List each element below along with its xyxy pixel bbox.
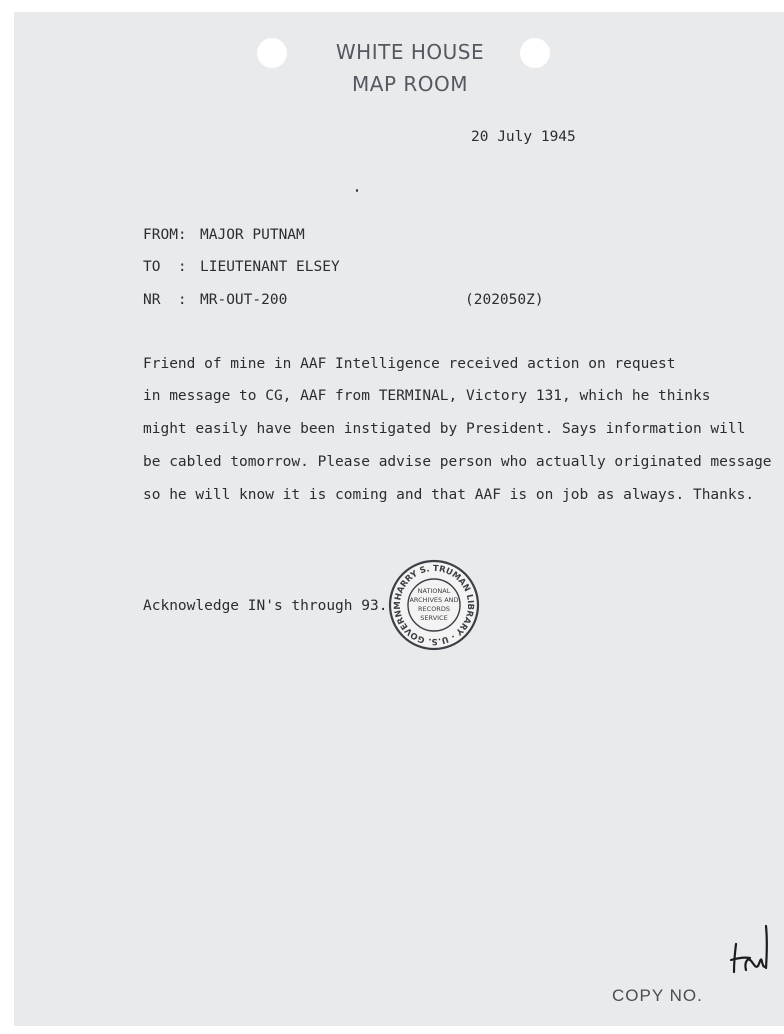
initials-signature-graphic — [728, 922, 772, 978]
to-label: TO : — [143, 259, 187, 275]
to-value: LIEUTENANT ELSEY — [200, 259, 340, 275]
archive-stamp — [388, 559, 480, 651]
body-line: Friend of mine in AAF Intelligence received action on request — [143, 356, 676, 372]
body-line: in message to CG, AAF from TERMINAL, Victory 131, which he thinks — [143, 388, 711, 404]
stamp-center-line: RECORDS — [418, 605, 450, 613]
body-line: be cabled tomorrow. Please advise person who actually originated message — [143, 454, 772, 470]
nr-value: MR-OUT-200 — [200, 292, 288, 308]
stamp-center-line: ARCHIVES AND — [409, 596, 459, 604]
body-line: so he will know it is coming and that AAF is on job as always. Thanks. — [143, 487, 755, 503]
punch-hole-right — [520, 38, 550, 68]
document-date: 20 July 1945 — [471, 129, 576, 145]
acknowledge-line: Acknowledge IN's through 93. — [143, 598, 388, 614]
stamp-ring-text: HARRY S. TRUMAN LIBRARY · U.S. GOVERNM — [392, 563, 476, 647]
body-line: might easily have been instigated by President. Says information will — [143, 421, 746, 437]
document-page — [14, 12, 784, 1026]
letterhead-line2: MAP ROOM — [352, 72, 468, 96]
from-label: FROM: — [143, 227, 187, 243]
archive-stamp-graphic — [388, 559, 480, 651]
copy-number-label: COPY NO. — [612, 986, 703, 1005]
handwritten-initials — [728, 922, 772, 983]
date-time-group: (202050Z) — [465, 292, 544, 308]
paper-speck — [356, 189, 358, 192]
from-value: MAJOR PUTNAM — [200, 227, 305, 243]
letterhead-line1: WHITE HOUSE — [335, 40, 485, 64]
punch-hole-left — [257, 38, 287, 68]
stamp-center-line: SERVICE — [420, 614, 448, 622]
stamp-center-line: NATIONAL — [417, 587, 451, 595]
nr-label: NR : — [143, 292, 187, 308]
